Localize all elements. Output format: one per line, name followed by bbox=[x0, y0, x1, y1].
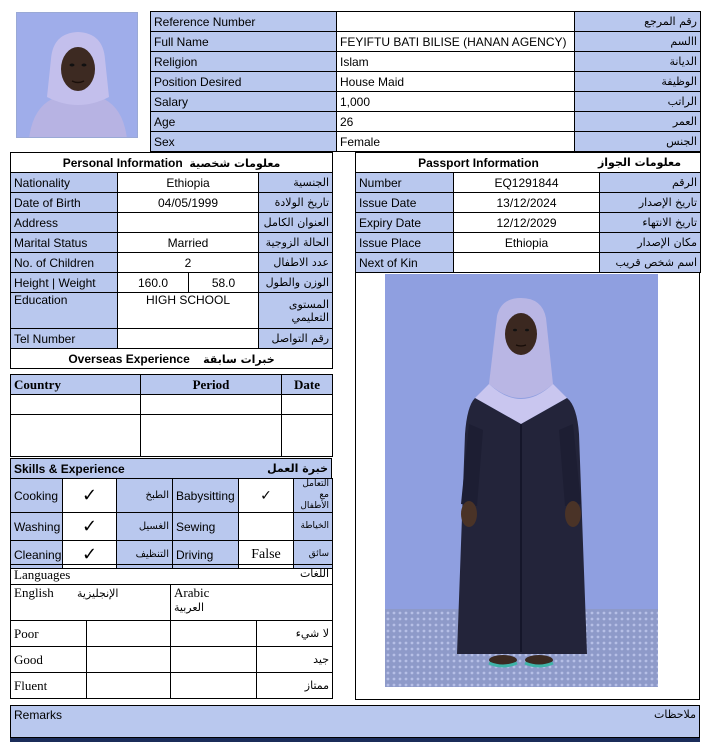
header-label-ar: الراتب bbox=[575, 92, 701, 112]
tel-ar: رقم التواصل bbox=[259, 329, 333, 349]
passport-label-ar: تاريخ الإصدار bbox=[600, 193, 701, 213]
language-level-en: Good bbox=[11, 647, 87, 673]
language-english-cell bbox=[87, 647, 171, 673]
skill-left-mark: ✓ bbox=[63, 479, 117, 513]
children-label: No. of Children bbox=[11, 253, 118, 273]
header-label: Full Name bbox=[151, 32, 337, 52]
passport-value: 12/12/2029 bbox=[454, 213, 600, 233]
header-row bbox=[151, 12, 701, 32]
skills-title-en: Skills & Experience bbox=[14, 461, 125, 476]
nationality-ar: الجنسية bbox=[259, 173, 333, 193]
header-label-ar: االسم bbox=[575, 32, 701, 52]
dob-ar: تاريخ الولادة bbox=[259, 193, 333, 213]
children-value: 2 bbox=[118, 253, 259, 273]
header-value: House Maid bbox=[337, 72, 575, 92]
header-value: Female bbox=[337, 132, 575, 152]
skill-right-label: Babysitting bbox=[173, 479, 239, 513]
language-level-ar: جيد bbox=[257, 647, 333, 673]
header-label-ar: الجنس bbox=[575, 132, 701, 152]
language-level-en: Poor bbox=[11, 621, 87, 647]
bottom-rule bbox=[10, 738, 700, 742]
marital-label: Marital Status bbox=[11, 233, 118, 253]
overseas-table bbox=[10, 374, 333, 457]
education-ar: المستوى التعليمي bbox=[259, 293, 333, 329]
skill-right-ar: سائق bbox=[294, 541, 333, 569]
personal-info-table bbox=[10, 152, 333, 369]
nationality-value: Ethiopia bbox=[118, 173, 259, 193]
header-value: Islam bbox=[337, 52, 575, 72]
passport-value: EQ1291844 bbox=[454, 173, 600, 193]
language-level-row bbox=[11, 621, 333, 647]
passport-label-ar: مكان الإصدار bbox=[600, 233, 701, 253]
skill-left-mark: ✓ bbox=[63, 541, 117, 569]
height-weight-ar: الوزن والطول bbox=[259, 273, 333, 293]
header-row bbox=[151, 132, 701, 152]
language-arabic-cell bbox=[171, 647, 257, 673]
dob-value: 04/05/1999 bbox=[118, 193, 259, 213]
personal-title-en: Personal Information bbox=[62, 155, 183, 170]
header-value: 1,000 bbox=[337, 92, 575, 112]
date-header: Date bbox=[282, 375, 333, 395]
header-label: Sex bbox=[151, 132, 337, 152]
header-label: Position Desired bbox=[151, 72, 337, 92]
skill-right-ar: الخياطة bbox=[294, 513, 333, 541]
passport-row bbox=[356, 233, 701, 253]
english-en: English bbox=[14, 585, 54, 600]
header-value bbox=[337, 12, 575, 32]
passport-label-ar: تاريخ الانتهاء bbox=[600, 213, 701, 233]
skills-title-ar: خبرة العمل bbox=[267, 461, 328, 475]
language-level-ar: لا شيء bbox=[257, 621, 333, 647]
skill-right-mark: ✓ bbox=[239, 479, 294, 513]
address-ar: العنوان الكامل bbox=[259, 213, 333, 233]
language-level-en: Fluent bbox=[11, 673, 87, 699]
passport-row bbox=[356, 193, 701, 213]
nationality-label: Nationality bbox=[11, 173, 118, 193]
header-row bbox=[151, 92, 701, 112]
remarks-ar: ملاحظات bbox=[654, 708, 696, 721]
education-label: Education bbox=[11, 293, 118, 329]
header-label-ar: الديانة bbox=[575, 52, 701, 72]
tel-label: Tel Number bbox=[11, 329, 118, 349]
personal-title-ar: معلومات شخصية bbox=[189, 156, 281, 170]
portrait-image bbox=[17, 13, 138, 138]
skill-left-ar: التنظيف bbox=[117, 541, 173, 569]
skill-row bbox=[11, 513, 333, 541]
header-label-ar: العمر bbox=[575, 112, 701, 132]
dob-label: Date of Birth bbox=[11, 193, 118, 213]
skill-left-label: Cooking bbox=[11, 479, 63, 513]
language-arabic-cell bbox=[171, 621, 257, 647]
header-row bbox=[151, 72, 701, 92]
marital-ar: الحالة الزوجية bbox=[259, 233, 333, 253]
language-level-row bbox=[11, 647, 333, 673]
passport-value: Ethiopia bbox=[454, 233, 600, 253]
skill-left-label: Cleaning bbox=[11, 541, 63, 569]
languages-table bbox=[10, 564, 333, 699]
passport-row bbox=[356, 253, 701, 273]
skill-right-label: Driving bbox=[173, 541, 239, 569]
full-body-image bbox=[385, 274, 658, 687]
skill-left-ar: الطبخ bbox=[117, 479, 173, 513]
full-body-photo bbox=[385, 274, 658, 687]
country-header: Country bbox=[11, 375, 141, 395]
tel-value bbox=[118, 329, 259, 349]
passport-row bbox=[356, 213, 701, 233]
passport-title-ar: معلومات الجواز bbox=[597, 155, 682, 169]
passport-label: Issue Date bbox=[356, 193, 454, 213]
period-header: Period bbox=[141, 375, 282, 395]
passport-row bbox=[356, 173, 701, 193]
header-value: 26 bbox=[337, 112, 575, 132]
passport-title-en: Passport Information bbox=[418, 155, 539, 170]
header-label: Salary bbox=[151, 92, 337, 112]
education-value: HIGH SCHOOL bbox=[118, 293, 259, 329]
remarks-table bbox=[10, 705, 700, 738]
languages-title-en: Languages bbox=[14, 566, 71, 582]
skill-right-mark: False bbox=[239, 541, 294, 569]
passport-label: Number bbox=[356, 173, 454, 193]
passport-label-ar: اسم شخص قريب bbox=[600, 253, 701, 273]
skills-header bbox=[10, 458, 332, 479]
overseas-title-en: Overseas Experience bbox=[68, 351, 190, 366]
passport-table bbox=[355, 152, 701, 273]
language-english-cell bbox=[87, 621, 171, 647]
height-value: 160.0 bbox=[118, 273, 189, 293]
overseas-title-ar: خبرات سابقة bbox=[203, 352, 275, 366]
address-value bbox=[118, 213, 259, 233]
remarks-label: Remarks bbox=[14, 708, 63, 722]
header-value: FEYIFTU BATI BILISE (HANAN AGENCY) bbox=[337, 32, 575, 52]
skill-left-mark: ✓ bbox=[63, 513, 117, 541]
header-table bbox=[150, 11, 701, 152]
portrait-photo bbox=[16, 12, 138, 138]
header-label: Age bbox=[151, 112, 337, 132]
skill-row bbox=[11, 479, 333, 513]
passport-label: Issue Place bbox=[356, 233, 454, 253]
skill-right-ar: التعامل مع الأطفال bbox=[294, 479, 333, 513]
header-row bbox=[151, 32, 701, 52]
header-label-ar: الوظيفة bbox=[575, 72, 701, 92]
passport-label-ar: الرقم bbox=[600, 173, 701, 193]
skills-table bbox=[10, 478, 333, 569]
language-arabic-cell bbox=[171, 673, 257, 699]
skill-right-label: Sewing bbox=[173, 513, 239, 541]
height-weight-label: Height | Weight bbox=[11, 273, 118, 293]
marital-value: Married bbox=[118, 233, 259, 253]
skill-left-label: Washing bbox=[11, 513, 63, 541]
language-level-row bbox=[11, 673, 333, 699]
address-label: Address bbox=[11, 213, 118, 233]
languages-title-ar: اللغات bbox=[299, 566, 330, 580]
skill-right-mark bbox=[239, 513, 294, 541]
arabic-en: Arabic bbox=[174, 585, 210, 600]
header-row bbox=[151, 112, 701, 132]
header-label: Religion bbox=[151, 52, 337, 72]
children-ar: عدد الاطفال bbox=[259, 253, 333, 273]
passport-label: Expiry Date bbox=[356, 213, 454, 233]
passport-value: 13/12/2024 bbox=[454, 193, 600, 213]
language-level-ar: ممتاز bbox=[257, 673, 333, 699]
header-label: Reference Number bbox=[151, 12, 337, 32]
skill-left-ar: الغسيل bbox=[117, 513, 173, 541]
header-label-ar: رقم المرجع bbox=[575, 12, 701, 32]
arabic-ar: العربية bbox=[174, 601, 205, 614]
weight-value: 58.0 bbox=[189, 273, 259, 293]
english-ar: الإنجليزية bbox=[76, 587, 119, 600]
passport-value bbox=[454, 253, 600, 273]
passport-label: Next of Kin bbox=[356, 253, 454, 273]
language-english-cell bbox=[87, 673, 171, 699]
header-row bbox=[151, 52, 701, 72]
